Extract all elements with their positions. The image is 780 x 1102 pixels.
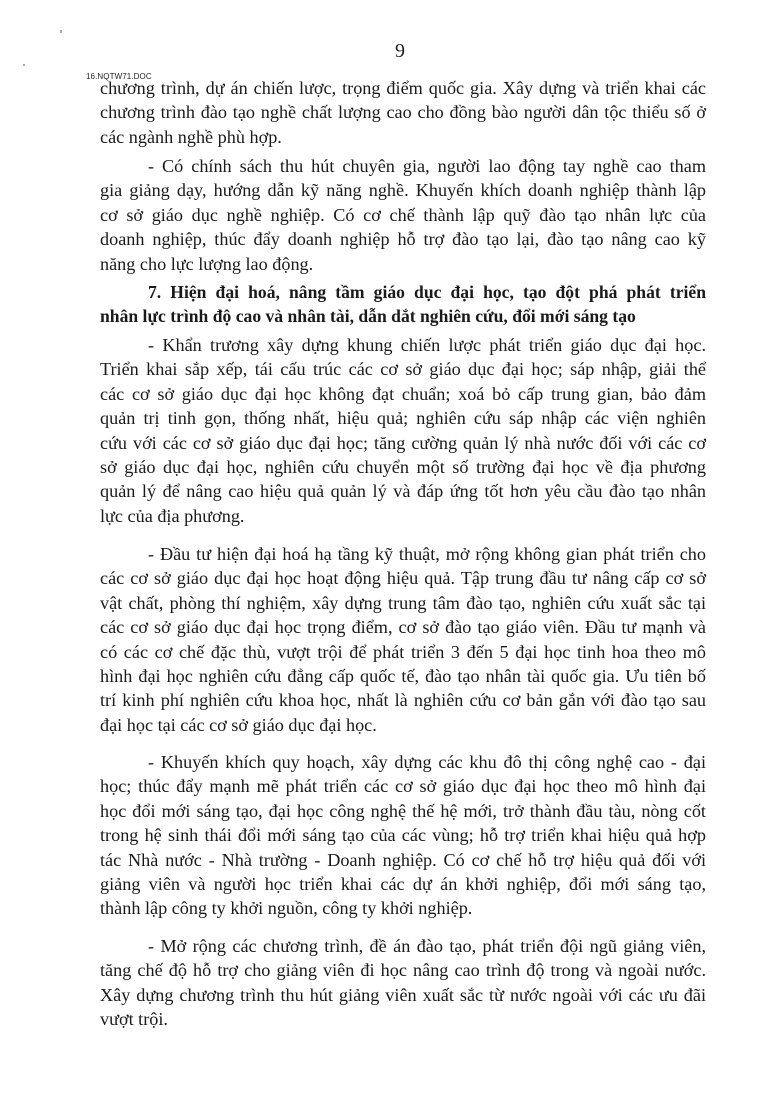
text-line: các cơ sở giáo dục đại học trọng điểm, cơ sở đào tạo giáo viên. Đầu tư mạnh và [100, 617, 706, 638]
text-line: Triển khai sắp xếp, tái cấu trúc các cơ sở giáo dục đại học; sáp nhập, giải thể [100, 359, 706, 380]
text-line: quản lý để nâng cao hiệu quả quản lý và đáp ứng tốt hơn yêu cầu đào tạo nhân [100, 481, 706, 502]
text-line: doanh nghiệp, thúc đẩy doanh nghiệp hỗ trợ đào tạo lại, đào tạo nâng cao kỹ [100, 229, 706, 250]
paragraph-higher-ed-strategy [100, 333, 706, 528]
text-line: tác Nhà nước - Nhà trường - Doanh nghiệp. Có cơ chế hỗ trợ hiệu quả đối với [100, 849, 706, 870]
heading-line: nhân lực trình độ cao và nhân tài, dẫn dắt nghiên cứu, đổi mới sáng tạo [100, 306, 636, 327]
text-line: quản trị tinh gọn, thống nhất, hiệu quả; nghiên cứu sáp nhập các viện nghiên [100, 408, 706, 429]
text-line: gia giảng dạy, hướng dẫn kỹ năng nghề. Khuyến khích doanh nghiệp thành lập [100, 180, 706, 201]
text-line: - Khuyến khích quy hoạch, xây dựng các khu đô thị công nghệ cao - đại [148, 752, 706, 772]
text-line: trong hệ sinh thái đổi mới sáng tạo của các vùng; hỗ trợ triển khai hiệu quả hợp [100, 825, 706, 846]
text-line: Xây dựng chương trình thu hút giảng viên xuất sắc từ nước ngoài với các ưu đãi [100, 984, 706, 1005]
text-line: vượt trội. [100, 1009, 168, 1030]
text-line: chương trình, dự án chiến lược, trọng điểm quốc gia. Xây dựng và triển khai các [100, 78, 706, 98]
text-line: - Có chính sách thu hút chuyên gia, người lao động tay nghề cao tham [148, 156, 706, 176]
text-line: giảng viên và người học triển khai các dự án khởi nghiệp, đổi mới sáng tạo, [100, 873, 706, 894]
paragraph-infrastructure-investment [100, 542, 706, 737]
text-line: đại học tại các cơ sở giáo dục đại học. [100, 714, 377, 735]
text-line: cơ sở giáo dục nghề nghiệp. Có cơ chế thành lập quỹ đào tạo nhân lực của [100, 204, 706, 225]
text-line: sở giáo dục đại học, nghiên cứu chuyển một số trường đại học về địa phương [100, 456, 706, 477]
section-heading-7 [100, 280, 706, 329]
paragraph-continuation [100, 76, 706, 149]
scan-speck [23, 64, 25, 66]
scan-speck [60, 30, 62, 33]
text-line: tăng chế độ hỗ trợ cho giảng viên đi học nâng cao trình độ trong và ngoài nước. [100, 960, 706, 981]
paragraph-lecturer-development [100, 934, 706, 1032]
text-line: năng cho lực lượng lao động. [100, 253, 314, 274]
text-line: - Mở rộng các chương trình, đề án đào tạo, phát triển đội ngũ giảng viên, [148, 936, 706, 956]
text-line: - Khẩn trương xây dựng khung chiến lược phát triển giáo dục đại học. [148, 335, 706, 355]
text-line: hình đại học nghiên cứu đẳng cấp quốc tế, đào tạo nhân tài quốc gia. Ưu tiên bố [100, 665, 706, 686]
text-line: có các cơ chế đặc thù, vượt trội để phát triển 3 đến 5 đại học tinh hoa theo mô [100, 641, 706, 662]
paragraph-tech-urban-zones [100, 750, 706, 921]
text-line: học; thúc đẩy mạnh mẽ phát triển các cơ sở giáo dục đại học theo mô hình đại [100, 776, 706, 797]
text-line: lực của địa phương. [100, 505, 245, 526]
text-line: cứu với các cơ sở giáo dục đại học; tăng cường quản lý nhà nước đối với các cơ [100, 432, 706, 453]
text-line: các cơ sở giáo dục đại học không đạt chuẩn; xoá bỏ cấp trung gian, bảo đảm [100, 383, 706, 404]
document-id: 16.NQTW71.DOC [86, 72, 152, 81]
text-line: chương trình đào tạo nghề chất lượng cao cho đồng bào người dân tộc thiểu số ở [100, 102, 706, 123]
paragraph-vocational-experts [100, 154, 706, 276]
heading-line: 7. Hiện đại hoá, nâng tầm giáo dục đại học, tạo đột phá phát triển [148, 282, 706, 302]
text-line: vật chất, phòng thí nghiệm, xây dựng trung tâm đào tạo, nghiên cứu xuất sắc tại [100, 592, 706, 613]
text-line: các ngành nghề phù hợp. [100, 126, 282, 147]
text-line: trí kinh phí nghiên cứu khoa học, nhất là nghiên cứu cơ bản gắn với đào tạo sau [100, 690, 706, 711]
text-line: học đổi mới sáng tạo, đại học công nghệ thế hệ mới, trở thành đầu tàu, nòng cốt [100, 800, 706, 821]
text-line: thành lập công ty khởi nguồn, công ty khởi nghiệp. [100, 898, 473, 919]
text-line: các cơ sở giáo dục đại học hoạt động hiệu quả. Tập trung đầu tư nâng cấp cơ sở [100, 568, 706, 589]
text-line: - Đầu tư hiện đại hoá hạ tầng kỹ thuật, mở rộng không gian phát triển cho [148, 544, 706, 564]
page-number: 9 [395, 40, 405, 62]
